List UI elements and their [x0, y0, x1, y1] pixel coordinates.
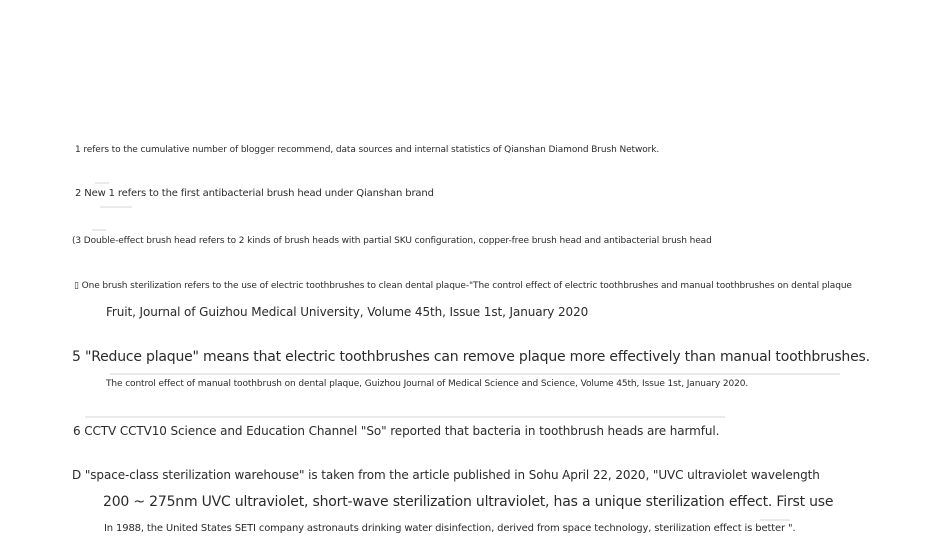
footnote-7-line-2: 200 ~ 275nm UVC ultraviolet, short-wave sterilization ultraviolet, has a unique sterilization effect. First use [103, 494, 834, 510]
footnote-5-line-2: The control effect of manual toothbrush on dental plaque, Guizhou Journal of Medical Science and Science, Volume 45th, Issue 1st, January 2020. [106, 379, 749, 389]
footnote-7-line-3: In 1988, the United States SETI company astronauts drinking water disinfection, derived from space technology, sterilization effect is better ". [104, 523, 796, 534]
footnote-6: 6 CCTV CCTV10 Science and Education Channel "So" reported that bacteria in toothbrush heads are harmful. [73, 424, 720, 438]
scan-artifact [100, 206, 132, 208]
footnote-3: (3 Double-effect brush head refers to 2 kinds of brush heads with partial SKU configuration, copper-free brush head and antibacterial brush head [72, 236, 712, 246]
scan-artifact [92, 229, 106, 231]
footnote-2: 2 New 1 refers to the first antibacterial brush head under Qianshan brand [75, 188, 434, 199]
scan-artifact [760, 519, 790, 521]
scan-artifact [85, 416, 725, 418]
scan-artifact [95, 182, 109, 184]
footnote-7-line-1: D "space-class sterilization warehouse" is taken from the article published in Sohu April 22, 2020, "UVC ultraviolet wavelength [72, 468, 820, 482]
footnote-4-line-1: ▯ One brush sterilization refers to the use of electric toothbrushes to clean dental plaque-"The control effect of electric toothbrushes and manual toothbrushes on dental plaque [74, 281, 852, 291]
footnote-1: 1 refers to the cumulative number of blogger recommend, data sources and internal statistics of Qianshan Diamond Brush Network. [75, 145, 660, 155]
scan-artifact [110, 373, 840, 375]
footnote-4-line-2: Fruit, Journal of Guizhou Medical University, Volume 45th, Issue 1st, January 2020 [106, 305, 589, 319]
footnote-5-line-1: 5 "Reduce plaque" means that electric toothbrushes can remove plaque more effectively than manual toothbrushes. [72, 349, 870, 365]
